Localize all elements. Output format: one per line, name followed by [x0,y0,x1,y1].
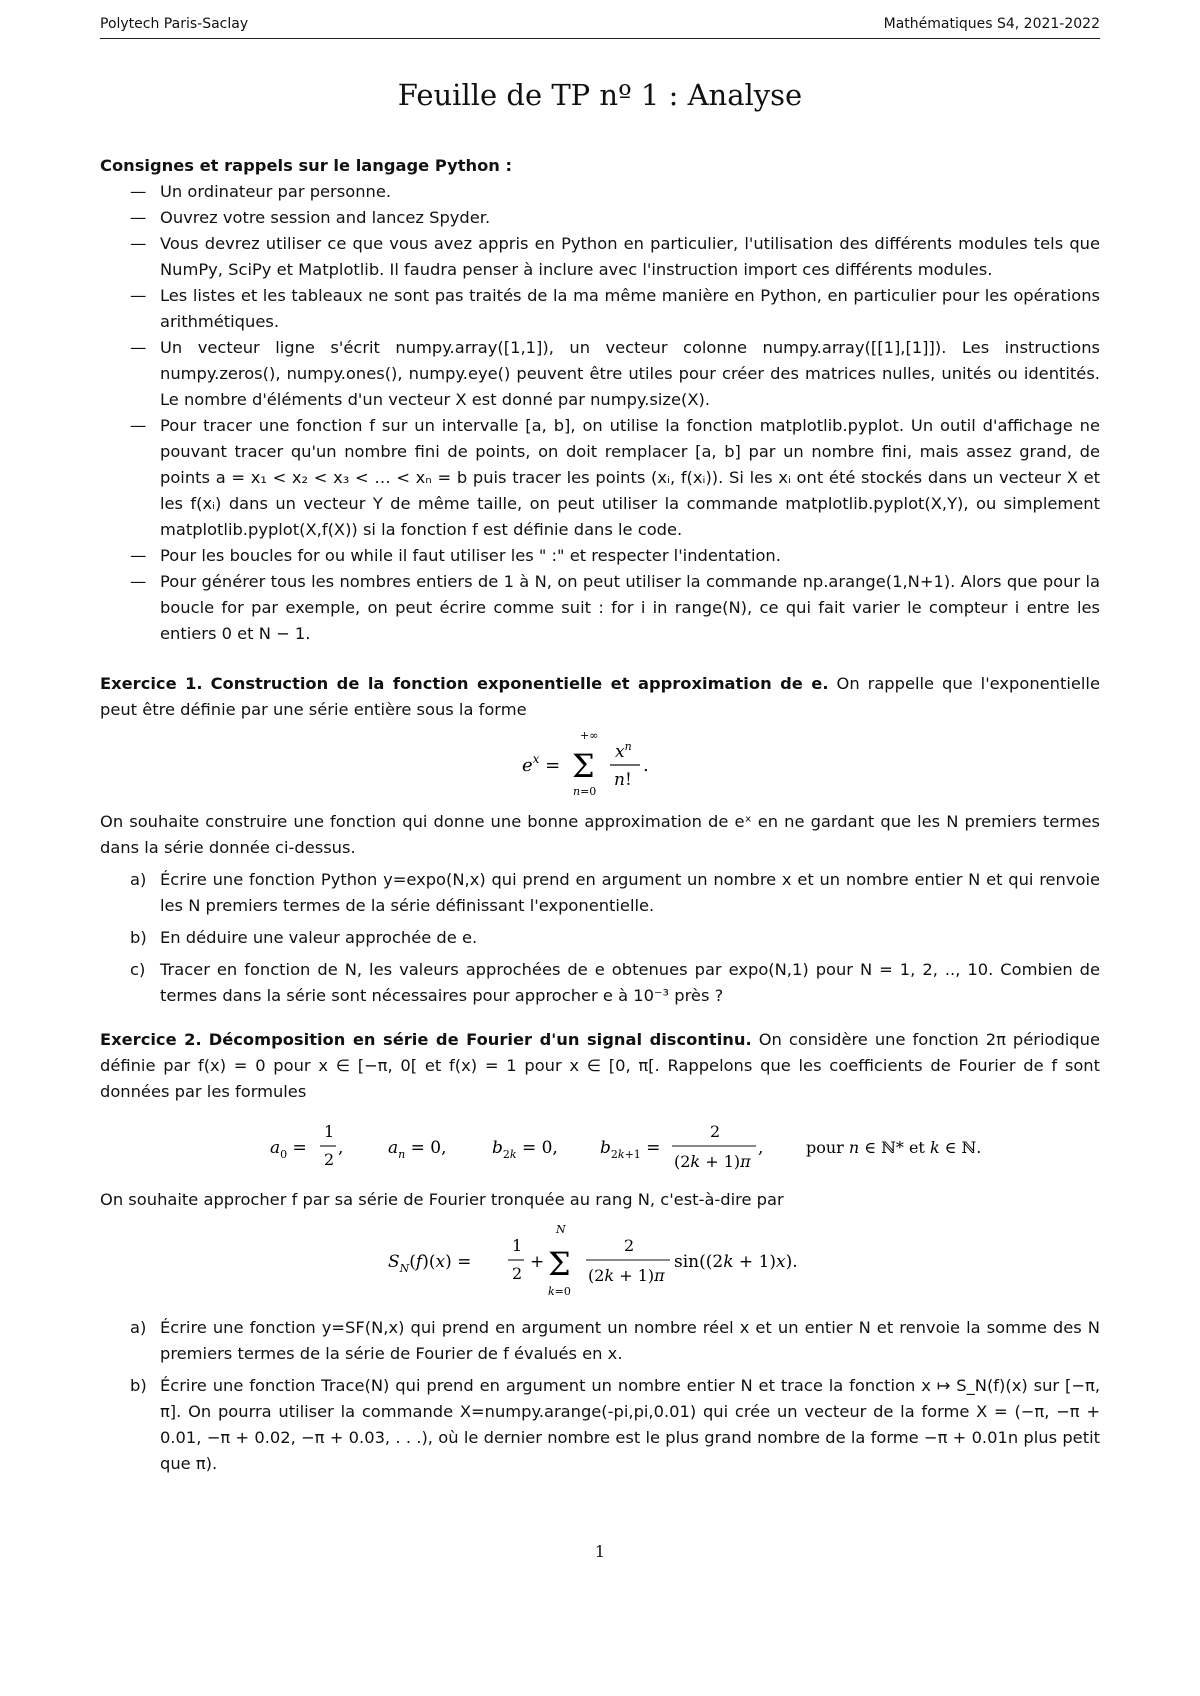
page-number: 1 [594,1542,606,1561]
fraction-numerator: $x^n$ [615,740,632,762]
svg-text:.: . [643,755,649,776]
question-item [100,1373,1100,1477]
exercise-2-questions [100,1315,1100,1477]
exponential-series-formula [100,729,1100,801]
svg-text:2: 2 [710,1122,721,1141]
consignes-heading: Consignes et rappels sur le langage Python : [100,156,513,175]
consigne-item: — Vous devrez utiliser ce que vous avez appris en Python en particulier, l'utilisation des différents modules tels que NumPy, SciPy et Matplotlib. Il faudra penser à inclure avec l'instruction import ces différents modules. [100,231,1100,283]
svg-text:N: N [556,1223,566,1236]
fourier-coefficients-svg [210,1113,990,1179]
question-item [100,1315,1100,1367]
running-header [100,16,1100,39]
consigne-item: — Un vecteur ligne s'écrit numpy.array([1,1]), un vecteur colonne numpy.array([[1],[1]]). Les instructions numpy.zeros(), numpy.ones(), numpy.eye() peuvent être utiles pour créer des matrices nulles, unités ou identités. Le nombre d'éléments d'un vecteur X est donné par numpy.size(X). [100,335,1100,413]
question-item [100,867,1100,919]
document-body [100,153,1100,1483]
exercise-2-intro: On considère une fonction 2π périodique définie par f(x) = 0 pour x ∈ [−π, 0[ et f(x) = 1 pour x ∈ [0, π[. Rappelons que les coefficients de Fourier de f sont données par les formules [100,1030,1100,1101]
sum-upper-bound: +∞ [580,729,599,742]
exercise-2-heading: Décomposition en série de Fourier d'un signal discontinu. [208,1030,752,1049]
fraction-denominator: n! [614,770,632,790]
question-label: a) [130,1318,147,1337]
sum-sigma: Σ [572,747,595,785]
svg-text:b2k = 0,: $b_{2k} = 0$, [492,1138,558,1161]
header-course: Mathématiques S4, 2021-2022 [883,16,1100,32]
svg-text:2: 2 [624,1236,635,1255]
formula-lhs: $e^x$ = [522,752,561,776]
svg-text:pour n ∈ ℕ* et k ∈ ℕ.: pour n ∈ ℕ* et k ∈ ℕ. [806,1138,982,1157]
consigne-item: — Pour les boucles for ou while il faut utiliser les " :" et respecter l'indentation. [100,543,1100,569]
svg-text:Σ: Σ [548,1245,571,1283]
consigne-item: — Pour tracer une fonction f sur un intervalle [a, b], on utilise la fonction matplotlib.pyplot. Un outil d'affichage ne pouvant tracer qu'un nombre fini de points, on doit remplacer [a, b] par un nombre fini, mais assez grand, de points a = x₁ < x₂ < x₃ < … < xₙ = b puis tracer les points (xᵢ, f(xᵢ)). Si les xᵢ ont été stockés dans un vecteur X et les f(xᵢ) dans un vecteur Y de même taille, on peut utiliser la commande matplotlib.pyplot(X,Y), ou simplement matplotlib.pyplot(X,f(X)) si la fonction f est définie dans le code. [100,413,1100,543]
exercise-1-heading: Construction de la fonction exponentielle et approximation de e. [210,674,829,693]
question-text: Écrire une fonction y=SF(N,x) qui prend en argument un nombre réel x et un entier N et renvoie la somme des N premiers termes de la série de Fourier de f évalués en x. [160,1318,1100,1363]
question-text: Écrire une fonction Python y=expo(N,x) qui prend en argument un nombre x et un nombre entier N et qui renvoie les N premiers termes de la série définissant l'exponentielle. [160,870,1100,915]
consigne-item: — Pour générer tous les nombres entiers de 1 à N, on peut utiliser la commande np.arange(1,N+1). Alors que pour la boucle for par exemple, on peut écrire comme suit : for i in range(N), ce qui fait varier le compteur i entre les entiers 0 et N − 1. [100,569,1100,647]
page-title: Feuille de TP nº 1 : Analyse [397,78,803,112]
exercise-1-label: Exercice 1. [100,674,203,693]
question-item [100,957,1100,1009]
svg-text:2: 2 [512,1264,523,1283]
fourier-partial-sum-formula [100,1219,1100,1305]
consignes-list [100,179,1100,647]
svg-text:an = 0,: $a_n = 0$, [388,1138,447,1161]
question-label: a) [130,870,147,889]
fourier-coefficients-formula [100,1113,1100,1179]
exercise-1-questions [100,867,1100,1009]
exercise-1-after: On souhaite construire une fonction qui donne une bonne approximation de eˣ en ne gardant que les N premiers termes dans la série donnée ci-dessus. [100,812,1100,857]
exercise-1-intro: On rappelle que l'exponentielle peut être définie par une série entière sous la forme [100,674,1100,719]
svg-text:1: 1 [512,1236,523,1255]
svg-text:(2k + 1)π: (2k + 1)π [674,1152,751,1171]
header-institution: Polytech Paris-Saclay [100,16,249,32]
svg-text:2: 2 [324,1150,335,1169]
consigne-item: — Un ordinateur par personne. [100,179,1100,205]
fourier-partial-sum-svg [370,1219,830,1305]
question-item [100,925,1100,951]
exercise-2 [100,1027,1100,1105]
exercise-1 [100,671,1100,723]
svg-text:SN(f)(x) =: $S_N(f)(x)$ = [388,1252,472,1275]
svg-text:sin((2k + 1)x).: sin((2k + 1)x). [674,1252,798,1272]
svg-text:a0 =: $a_0$ = [270,1138,307,1161]
exercise-2-middle: On souhaite approcher f par sa série de Fourier tronquée au rang N, c'est-à-dire par [100,1190,784,1209]
svg-text:1: 1 [324,1122,335,1141]
consigne-item: — Ouvrez votre session and lancez Spyder. [100,205,1100,231]
sum-lower-bound: n=0 [573,785,597,798]
question-label: b) [130,928,147,947]
svg-text:,: , [758,1138,764,1158]
svg-text:,: , [338,1138,344,1158]
question-text: Écrire une fonction Trace(N) qui prend en argument un nombre entier N et trace la fonction x ↦ S_N(f)(x) sur [−π, π]. On pourra utiliser la commande X=numpy.arange(-pi,pi,0.01) qui crée un vecteur de la forme X = (−π, −π + 0.01, −π + 0.02, −π + 0.03, . . .), où le dernier nombre est le plus grand nombre de la forme −π + 0.01n plus petit que π). [160,1376,1100,1473]
question-label: c) [130,960,146,979]
exponential-series-formula-svg [480,729,720,801]
svg-text:(2k + 1)π: (2k + 1)π [588,1266,665,1285]
question-text: Tracer en fonction de N, les valeurs approchées de e obtenues par expo(N,1) pour N = 1, 2, .., 10. Combien de termes dans la série sont nécessaires pour approcher e à 10⁻³ près ? [160,960,1100,1005]
exercise-2-label: Exercice 2. [100,1030,202,1049]
svg-text:k=0: k=0 [548,1285,571,1298]
svg-text:b2k+1 =: $b_{2k+1}$ = [600,1138,661,1161]
question-text: En déduire une valeur approchée de e. [160,928,478,947]
question-label: b) [130,1376,147,1395]
svg-text:+: + [530,1252,545,1272]
consigne-item: — Les listes et les tableaux ne sont pas traités de la ma même manière en Python, en particulier pour les opérations arithmétiques. [100,283,1100,335]
